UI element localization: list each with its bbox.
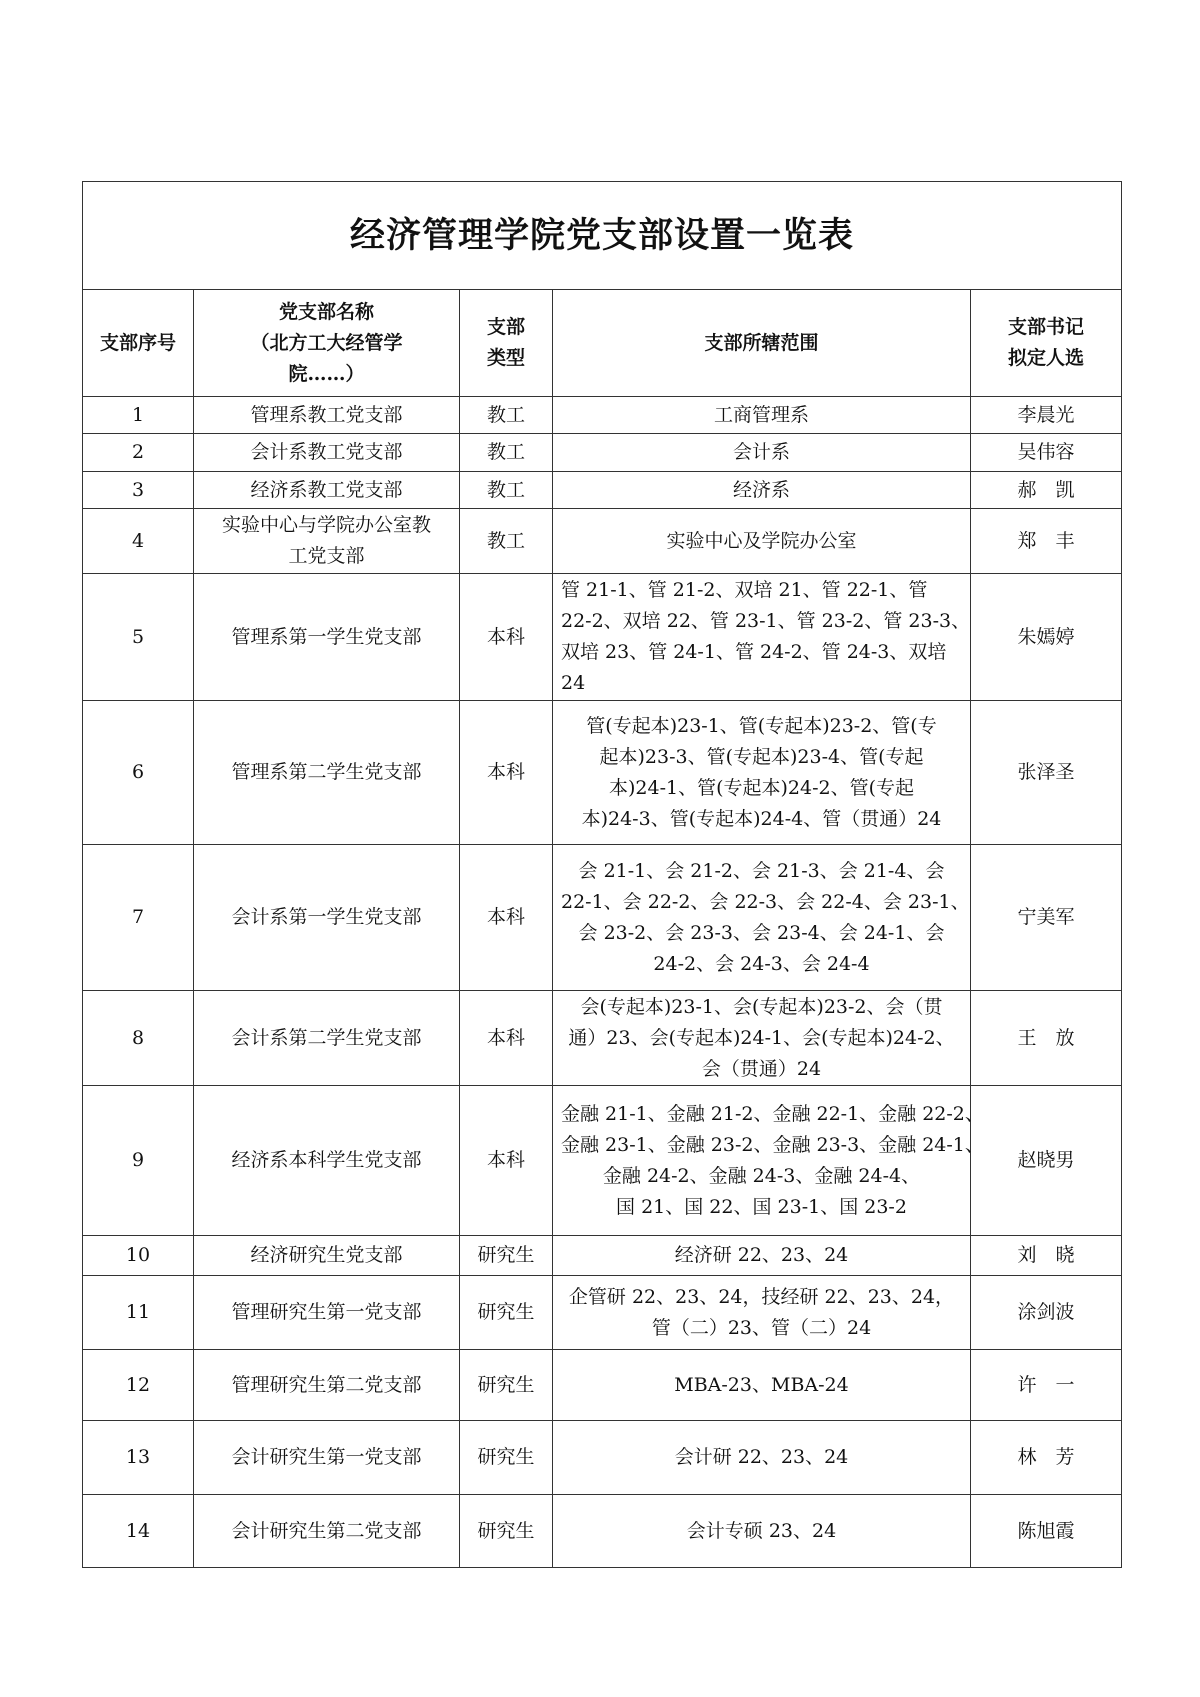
cell-type-line: 教工	[486, 403, 525, 426]
cell-scope	[553, 991, 971, 1086]
cell-name	[194, 991, 460, 1086]
cell-scope-line: 起本)23-3、管(专起本)23-4、管(专起	[599, 745, 924, 768]
cell-scope-line: 经济系	[732, 478, 790, 501]
cell-scope-line: 工商管理系	[713, 403, 809, 426]
cell-seq	[83, 991, 194, 1086]
table-row	[83, 574, 1122, 701]
cell-secretary-line: 赵晓男	[1017, 1149, 1075, 1171]
cell-secretary	[971, 574, 1122, 701]
cell-type	[460, 574, 553, 701]
cell-secretary	[971, 1236, 1122, 1276]
cell-scope	[553, 701, 971, 845]
cell-secretary-line: 李晨光	[1017, 403, 1075, 426]
cell-secretary-line: 宁美军	[1017, 906, 1075, 928]
cell-type-line: 本科	[486, 1149, 525, 1171]
cell-name-line: 经济系本科学生党支部	[231, 1149, 422, 1171]
cell-scope-line: 企管研 22、23、24，技经研 22、23、24，	[568, 1285, 955, 1308]
cell-seq	[83, 701, 194, 845]
header-text: 支部书记	[1007, 316, 1084, 338]
cell-secretary-line: 王 放	[1017, 1026, 1075, 1049]
table-row	[83, 701, 1122, 845]
cell-type	[460, 991, 553, 1086]
cell-secretary	[971, 845, 1122, 991]
table-row	[83, 1421, 1122, 1495]
cell-seq	[83, 1086, 194, 1236]
cell-secretary	[971, 1421, 1122, 1495]
cell-scope-line: 会(专起本)23-1、会(专起本)23-2、会（贯	[580, 995, 943, 1018]
cell-name	[194, 509, 460, 574]
cell-type-line: 本科	[486, 625, 525, 648]
cell-seq-line: 1	[131, 403, 145, 426]
cell-scope-line: 会计专硕 23、24	[686, 1519, 837, 1542]
cell-type	[460, 472, 553, 509]
cell-type	[460, 1086, 553, 1236]
cell-type-line: 本科	[486, 761, 525, 783]
cell-scope-line: 本)24-1、管(专起本)24-2、管(专起	[608, 776, 915, 799]
cell-seq-line: 3	[131, 478, 145, 501]
header-text: 党支部名称	[278, 300, 374, 323]
cell-secretary-line: 郑 丰	[1017, 529, 1075, 552]
cell-scope	[553, 509, 971, 574]
cell-secretary-line: 刘 晓	[1017, 1244, 1075, 1266]
cell-scope-line: 本)24-3、管(专起本)24-4、管（贯通）24	[581, 807, 942, 830]
cell-scope-line: 金融 23-1、金融 23-2、金融 23-3、金融 24-1、	[561, 1133, 984, 1156]
cell-name-line: 工党支部	[288, 545, 365, 567]
cell-scope-line: 实验中心及学院办公室	[666, 529, 857, 552]
cell-secretary-line: 郝 凯	[1017, 478, 1075, 501]
table-row	[83, 434, 1122, 472]
cell-name-line: 管理系第二学生党支部	[231, 761, 422, 783]
header-seq	[83, 290, 194, 397]
cell-seq-line: 11	[125, 1301, 151, 1323]
cell-scope-line: 24-2、会 24-3、会 24-4	[653, 952, 870, 975]
header-text: 支部序号	[99, 331, 176, 354]
cell-type-line: 教工	[486, 478, 525, 501]
cell-secretary	[971, 701, 1122, 845]
cell-type	[460, 1495, 553, 1568]
cell-scope-line: 会计系	[732, 441, 790, 463]
cell-secretary	[971, 1350, 1122, 1421]
cell-name	[194, 1350, 460, 1421]
cell-seq-line: 5	[131, 625, 145, 648]
cell-name	[194, 1421, 460, 1495]
cell-name-line: 管理系第一学生党支部	[231, 625, 422, 648]
cell-type-line: 研究生	[477, 1301, 535, 1323]
party-branch-table	[82, 181, 1122, 1568]
cell-seq	[83, 845, 194, 991]
cell-type-line: 研究生	[477, 1373, 535, 1396]
cell-secretary-line: 涂剑波	[1017, 1301, 1075, 1323]
cell-type	[460, 397, 553, 434]
cell-scope-line: MBA-23、MBA-24	[674, 1373, 849, 1396]
cell-seq-line: 4	[131, 529, 145, 552]
cell-scope	[553, 1086, 984, 1236]
cell-name-line: 管理研究生第一党支部	[231, 1301, 422, 1323]
cell-type	[460, 1236, 553, 1276]
table-row	[83, 1236, 1122, 1276]
cell-seq	[83, 434, 194, 472]
header-scope	[553, 290, 971, 397]
cell-scope-line: 国 21、国 22、国 23-1、国 23-2	[616, 1195, 907, 1218]
cell-name-line: 实验中心与学院办公室教	[221, 514, 431, 536]
cell-scope-line: 管 21-1、管 21-2、双培 21、管 22-1、管	[561, 579, 928, 601]
cell-name	[194, 434, 460, 472]
cell-seq-line: 6	[131, 761, 145, 783]
page-title: 经济管理学院党支部设置一览表	[83, 182, 1122, 290]
cell-scope-line: 22-2、双培 22、管 23-1、管 23-2、管 23-3、	[561, 610, 971, 632]
cell-scope-line: 24	[561, 672, 586, 694]
cell-type	[460, 1350, 553, 1421]
cell-name	[194, 1086, 460, 1236]
cell-secretary-line: 张泽圣	[1017, 761, 1075, 783]
cell-type-line: 本科	[486, 1026, 525, 1049]
cell-scope	[553, 472, 971, 509]
cell-scope-line: 双培 23、管 24-1、管 24-2、管 24-3、双培	[561, 641, 947, 663]
header-text: 支部	[486, 316, 525, 338]
cell-name	[194, 701, 460, 845]
cell-seq-line: 2	[131, 441, 145, 463]
table-row	[83, 1495, 1122, 1568]
cell-secretary-line: 陈旭霞	[1017, 1519, 1075, 1542]
cell-seq-line: 13	[125, 1446, 151, 1468]
cell-name-line: 经济研究生党支部	[250, 1244, 403, 1266]
cell-scope-line: 会（贯通）24	[701, 1057, 822, 1080]
cell-secretary	[971, 509, 1122, 574]
cell-seq	[83, 1350, 194, 1421]
cell-name-line: 管理系教工党支部	[250, 403, 403, 426]
cell-type-line: 教工	[486, 529, 525, 552]
table-row	[83, 397, 1122, 434]
cell-secretary-line: 吴伟容	[1017, 441, 1075, 463]
cell-name	[194, 472, 460, 509]
table-row	[83, 509, 1122, 574]
cell-seq	[83, 472, 194, 509]
cell-type-line: 研究生	[477, 1244, 535, 1266]
cell-scope	[553, 397, 971, 434]
cell-type	[460, 1276, 553, 1350]
cell-type	[460, 845, 553, 991]
cell-scope	[553, 1421, 971, 1495]
cell-scope-line: 会 23-2、会 23-3、会 23-4、会 24-1、会	[578, 921, 945, 944]
cell-secretary	[971, 472, 1122, 509]
cell-name	[194, 1276, 460, 1350]
header-text: 院……）	[288, 362, 365, 385]
cell-secretary-line: 许 一	[1017, 1373, 1075, 1396]
cell-scope	[553, 1236, 971, 1276]
cell-scope-line: 通）23、会(专起本)24-1、会(专起本)24-2、	[568, 1026, 955, 1049]
cell-type	[460, 701, 553, 845]
cell-name	[194, 845, 460, 991]
cell-scope	[553, 574, 971, 701]
header-secretary	[971, 290, 1122, 397]
cell-scope	[553, 1495, 971, 1568]
cell-secretary	[971, 991, 1122, 1086]
header-row	[83, 290, 1122, 397]
cell-seq-line: 9	[131, 1149, 145, 1171]
cell-name-line: 会计系教工党支部	[250, 441, 403, 463]
header-type	[460, 290, 553, 397]
cell-seq-line: 10	[125, 1244, 151, 1266]
cell-secretary	[971, 1495, 1122, 1568]
cell-name-line: 会计系第一学生党支部	[231, 906, 422, 928]
cell-scope-line: 会计研 22、23、24	[674, 1446, 849, 1468]
cell-type	[460, 434, 553, 472]
cell-name-line: 会计研究生第一党支部	[231, 1446, 422, 1468]
cell-name	[194, 574, 460, 701]
cell-scope	[553, 845, 971, 991]
cell-type-line: 研究生	[477, 1446, 535, 1468]
cell-seq-line: 12	[125, 1373, 151, 1396]
cell-scope-line: 会 21-1、会 21-2、会 21-3、会 21-4、会	[578, 859, 945, 882]
cell-secretary	[971, 397, 1122, 434]
header-name	[194, 290, 460, 397]
cell-seq-line: 7	[131, 906, 145, 928]
cell-type	[460, 1421, 553, 1495]
header-text: 支部所辖范围	[704, 331, 819, 354]
cell-scope-line: 金融 24-2、金融 24-3、金融 24-4、	[602, 1164, 921, 1187]
cell-secretary-line: 朱嫣婷	[1017, 625, 1075, 648]
cell-type-line: 教工	[486, 441, 525, 463]
cell-seq	[83, 1236, 194, 1276]
table-row	[83, 991, 1122, 1086]
cell-seq	[83, 509, 194, 574]
cell-secretary	[971, 1086, 1122, 1236]
cell-type	[460, 509, 553, 574]
cell-seq	[83, 1495, 194, 1568]
cell-scope-line: 经济研 22、23、24	[674, 1244, 849, 1266]
cell-name	[194, 1236, 460, 1276]
cell-seq	[83, 574, 194, 701]
cell-secretary	[971, 1276, 1122, 1350]
cell-seq	[83, 397, 194, 434]
cell-scope	[553, 1350, 971, 1421]
cell-scope-line: 管（二）23、管（二）24	[651, 1316, 872, 1339]
cell-scope-line: 管(专起本)23-1、管(专起本)23-2、管(专	[586, 714, 937, 737]
header-text: 类型	[486, 347, 525, 369]
table-row	[83, 845, 1122, 991]
header-text: （北方工大经管学	[250, 331, 403, 354]
cell-scope	[553, 1276, 971, 1350]
cell-seq-line: 14	[125, 1519, 151, 1542]
cell-name-line: 会计系第二学生党支部	[231, 1026, 422, 1049]
cell-type-line: 研究生	[477, 1519, 535, 1542]
cell-type-line: 本科	[486, 906, 525, 928]
header-text: 拟定人选	[1007, 347, 1084, 369]
table-row	[83, 472, 1122, 509]
table-row	[83, 1350, 1122, 1421]
cell-name-line: 经济系教工党支部	[250, 478, 403, 501]
cell-secretary	[971, 434, 1122, 472]
cell-seq-line: 8	[131, 1026, 145, 1049]
cell-seq	[83, 1276, 194, 1350]
cell-scope-line: 金融 21-1、金融 21-2、金融 22-1、金融 22-2、	[561, 1102, 984, 1125]
cell-secretary-line: 林 芳	[1017, 1446, 1075, 1468]
cell-seq	[83, 1421, 194, 1495]
cell-name-line: 管理研究生第二党支部	[231, 1373, 422, 1396]
table-row	[83, 1276, 1122, 1350]
cell-name	[194, 1495, 460, 1568]
cell-name	[194, 397, 460, 434]
cell-scope	[553, 434, 971, 472]
table-row	[83, 1086, 1122, 1236]
cell-name-line: 会计研究生第二党支部	[231, 1519, 422, 1542]
cell-scope-line: 22-1、会 22-2、会 22-3、会 22-4、会 23-1、	[561, 890, 970, 913]
